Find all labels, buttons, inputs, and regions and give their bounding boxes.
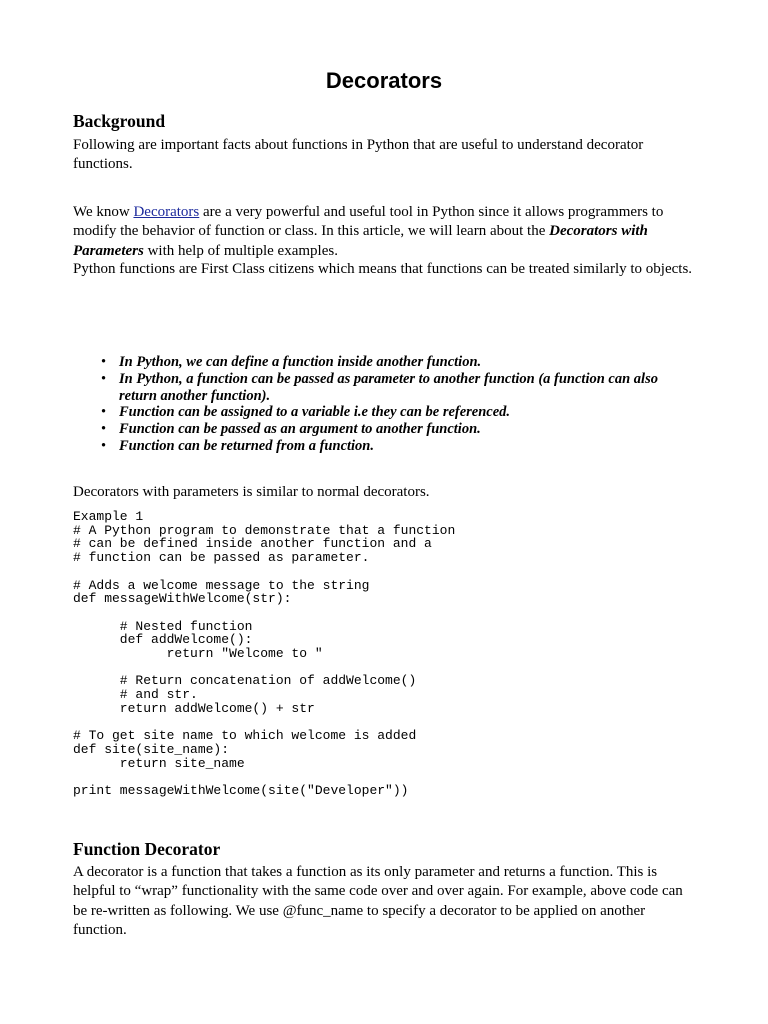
first-class-paragraph: Python functions are First Class citizens which means that functions can be treated similarly to objects. (73, 261, 693, 277)
code-example: Example 1 # A Python program to demonstrate that a function # can be defined inside another function and a # function can be passed as parameter. # Adds a welcome message to the string def messageWithWelcome(str): # Nested function def addWelcome(): return "Welcome to " # Return concatenation of addWelcome() # and str. return addWelcome() + str # To get site name to which welcome is added def site(site_name): return site_name print messageWithWelcome(site("Developer")) (73, 509, 456, 799)
list-item-text: In Python, we can define a function inside another function. (119, 354, 482, 370)
list-item-text: Function can be returned from a function. (119, 437, 374, 454)
bullet-icon: • (101, 404, 107, 421)
function-decorator-heading: Function Decorator (73, 839, 221, 859)
function-decorator-text: A decorator is a function that takes a function as its only parameter and returns a function. This is helpful to “wrap” functionality with the same code over and over again. For example, above code can be re-written as following. We use @func_name to specify a decorator to be applied on another function. (73, 864, 683, 938)
background-intro: Following are important facts about functions in Python that are useful to understand decorator functions. (73, 137, 644, 173)
bullet-icon: • (101, 421, 107, 438)
paragraph-text: We know (73, 204, 134, 220)
paragraph-text: are a very powerful and useful tool in Python since it allows programmers to modify the behavior of function or class. In this article, we will learn about the (73, 204, 664, 240)
facts-list (73, 354, 693, 455)
list-item-text: In Python, a function can be passed as parameter to another function (a function can also return another function). (119, 370, 658, 404)
decorators-note: Decorators with parameters is similar to normal decorators. (73, 484, 430, 500)
list-item-text: Function can be passed as an argument to another function. (119, 421, 481, 438)
background-heading: Background (73, 111, 166, 131)
list-item (73, 371, 693, 405)
paragraph-text: with help of multiple examples. (143, 242, 338, 259)
list-item (73, 404, 693, 421)
page-title: Decorators (325, 68, 443, 93)
list-item (73, 438, 693, 455)
bullet-icon: • (101, 370, 107, 387)
bullet-icon: • (101, 437, 107, 454)
decorators-with-parameters-emphasis: Decorators with Parameters (73, 223, 648, 259)
bullet-icon: • (101, 354, 107, 370)
decorators-paragraph (73, 203, 698, 261)
list-item (73, 354, 693, 371)
list-item-text: Function can be assigned to a variable i.e they can be referenced. (119, 404, 511, 421)
decorators-link[interactable]: Decorators (133, 204, 200, 220)
list-item (73, 421, 693, 438)
